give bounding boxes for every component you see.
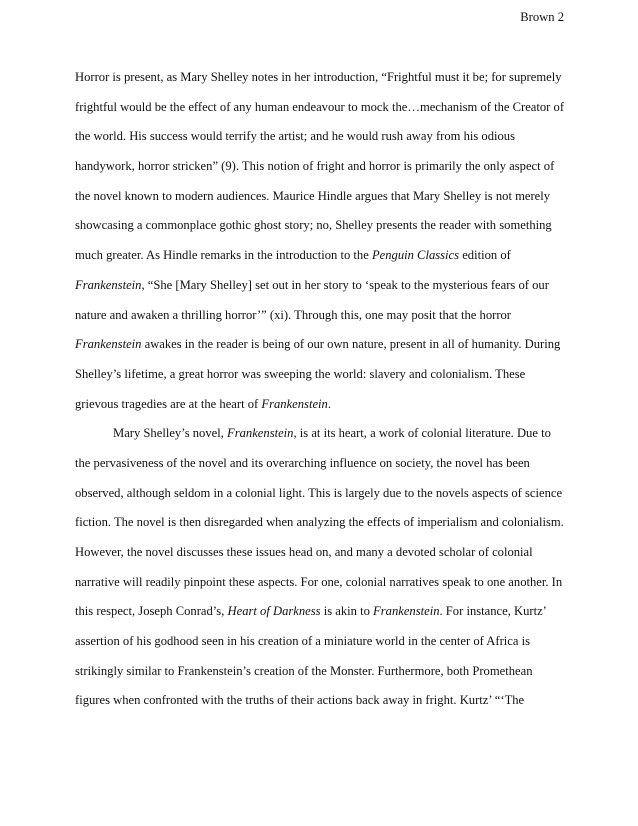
text-segment: However, the novel discusses these issues head on, and many a devoted scholar of colonial (75, 545, 533, 559)
running-head: Brown 2 (520, 10, 564, 24)
text-segment: strikingly similar to Frankenstein’s creation of the Monster. Furthermore, both Promethean (75, 663, 533, 678)
text-line (75, 602, 565, 632)
text-segment: assertion of his godhood seen in his creation of a miniature world in the center of Africa is (75, 634, 530, 649)
text-line (75, 306, 565, 336)
text-segment: awakes in the reader is being of our own nature, present in all of humanity. During (141, 337, 561, 352)
text-line (75, 276, 565, 306)
text-segment: the world. His success would terrify the artist; and he would rush away from his odious (75, 129, 516, 144)
text-segment: is akin to (320, 604, 374, 619)
text-segment: Horror is present, as Mary Shelley notes in her introduction, “Frightful must it be; for supremely (75, 70, 562, 84)
essay-body (75, 68, 565, 721)
text-segment: grievous tragedies are at the heart of (75, 396, 262, 411)
text-segment: . For instance, Kurtz’ (439, 604, 547, 619)
text-line (75, 691, 565, 721)
text-segment: , “She [Mary Shelley] set out in her story to ‘speak to the mysterious fears of our (141, 277, 549, 292)
text-line (75, 157, 565, 187)
text-line (75, 632, 565, 662)
text-line (75, 98, 565, 128)
text-line (75, 187, 565, 217)
text-segment: this respect, Joseph Conrad’s, (75, 604, 228, 619)
text-segment: observed, although seldom in a colonial light. This is largely due to the novels aspects of science (75, 485, 563, 500)
text-line (75, 365, 565, 395)
text-segment: frightful would be the effect of any human endeavour to mock the…mechanism of the Creator of (75, 99, 565, 114)
text-segment: much greater. As Hindle remarks in the introduction to the (75, 248, 372, 263)
text-line (75, 335, 565, 365)
italic-title: Penguin Classics (371, 248, 460, 263)
text-line (75, 484, 565, 514)
italic-title: Frankenstein (75, 277, 142, 292)
text-line (75, 573, 565, 603)
text-segment: handywork, horror stricken” (9). This notion of fright and horror is primarily the only aspect of (75, 159, 555, 174)
text-segment: figures when confronted with the truths of their actions back away in fright. Kurtz’ “‘The (75, 693, 525, 708)
text-segment: edition of (459, 248, 511, 263)
italic-title: Frankenstein (227, 426, 294, 441)
italic-title: Heart of Darkness (227, 604, 321, 619)
text-line (75, 513, 565, 543)
text-line (75, 127, 565, 157)
text-line (75, 662, 565, 692)
text-segment: . (327, 396, 331, 411)
text-line (75, 543, 565, 573)
text-segment: , is at its heart, a work of colonial literature. Due to (293, 426, 551, 441)
text-segment: Mary Shelley’s novel, (113, 426, 228, 441)
italic-title: Frankenstein (373, 604, 440, 619)
text-line (75, 216, 565, 246)
text-segment: Shelley’s lifetime, a great horror was sweeping the world: slavery and colonialism. These (75, 366, 526, 381)
text-segment: the novel known to modern audiences. Maurice Hindle argues that Mary Shelley is not merely (75, 188, 551, 203)
italic-title: Frankenstein (261, 396, 328, 411)
text-segment: nature and awaken a thrilling horror’” (xi). Through this, one may posit that the horror (75, 307, 511, 322)
italic-title: Frankenstein (75, 337, 142, 352)
text-line (75, 454, 565, 484)
text-segment: showcasing a commonplace gothic ghost story; no, Shelley presents the reader with something (75, 218, 552, 233)
text-segment: fiction. The novel is then disregarded when analyzing the effects of imperialism and colonialism. (75, 515, 564, 530)
text-line (75, 395, 565, 425)
text-line (75, 424, 565, 454)
text-segment: narrative will readily pinpoint these aspects. For one, colonial narratives speak to one another. In (75, 574, 563, 589)
text-line (75, 246, 565, 276)
text-line (75, 68, 565, 98)
text-segment: the pervasiveness of the novel and its overarching influence on society, the novel has been (75, 455, 530, 470)
